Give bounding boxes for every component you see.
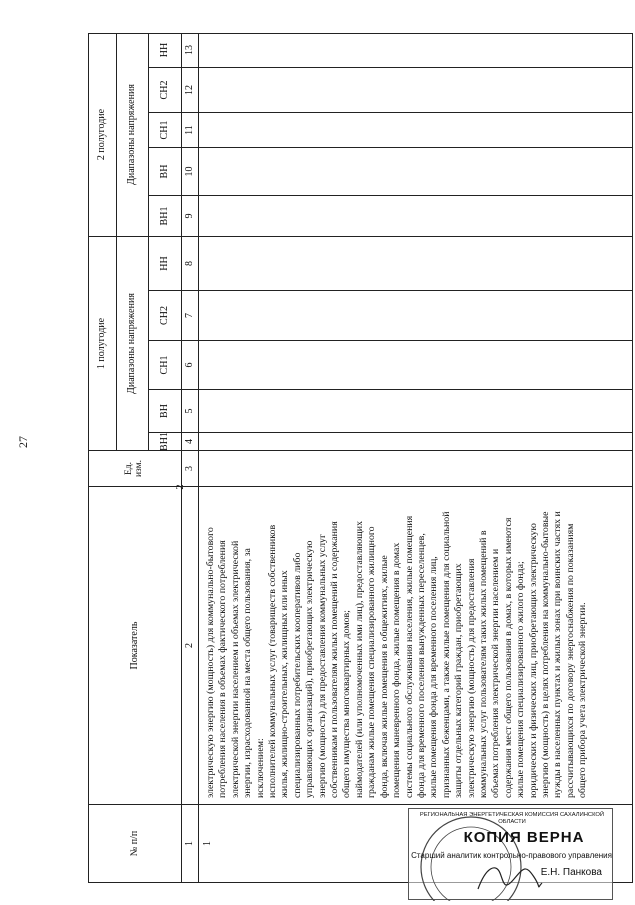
- sn2-header-2: СН2: [148, 68, 181, 113]
- signature-icon: [474, 859, 544, 897]
- description-line: нужды в населенных пунктах и жилых зонах при воинских частях и: [552, 511, 564, 798]
- value-cell-6: [198, 341, 633, 390]
- colnum-7: 7: [181, 291, 198, 341]
- colnum-11: 11: [181, 113, 198, 148]
- vh-header-2: ВН: [148, 148, 181, 196]
- row-number: 1: [198, 805, 633, 883]
- sn1-header-2: СН1: [148, 113, 181, 148]
- voltage-ranges-header-2: Диапазоны напряжения: [116, 33, 148, 237]
- value-cell-10: [198, 148, 633, 196]
- colnum-1: 1: [181, 805, 198, 883]
- col-indicator-header: Показатель: [88, 487, 181, 805]
- stamp-organization: РЕГИОНАЛЬНАЯ ЭНЕРГЕТИЧЕСКАЯ КОМИССИЯ САХАЛИНСКОЙ ОБЛАСТИ: [419, 812, 605, 825]
- description-line: исполнителей коммунальных услуг (товариществ собственников: [267, 524, 279, 798]
- value-cell-4: [198, 433, 633, 451]
- description-line: жилья, жилищно-строительных, жилищных или иных: [279, 570, 291, 798]
- description-line: системы социального обслуживания населения, жилые помещения: [403, 515, 415, 798]
- sn2-header-1: СН2: [148, 291, 181, 341]
- voltage-ranges-header-1: Диапазоны напряжения: [116, 237, 148, 451]
- colnum-3: 3: [181, 451, 198, 487]
- description-line: объемах потребления электрической энергии населением и: [490, 548, 502, 798]
- description-line: гражданам жилые помещения специализированного жилищного: [366, 526, 378, 798]
- value-cell-unit: [198, 451, 633, 487]
- description-line: общего имущества многоквартирных домов;: [341, 610, 353, 798]
- description-line: рассчитывающихся по договору энергоснабжения по показаниям: [564, 523, 576, 798]
- col-num-header: № п/п: [88, 805, 181, 883]
- half2-header: 2 полугодие: [88, 33, 116, 237]
- description-line: электрической энергии населением и объемах электрической: [229, 540, 241, 798]
- description-line: фонда, включая жилые помещения в общежитиях, жилые: [378, 555, 390, 798]
- description-line: исключением:: [254, 738, 266, 798]
- value-cell-9: [198, 196, 633, 237]
- colnum-8: 8: [181, 237, 198, 291]
- description-line: управляющих организаций), приобретающих электрическую: [304, 540, 316, 798]
- sn1-header-1: СН1: [148, 341, 181, 390]
- value-cell-7: [198, 291, 633, 341]
- indicator-description: [198, 487, 633, 805]
- description-line: электрическую энергию (мощность) для предоставления: [465, 558, 477, 798]
- certification-stamp: [408, 808, 613, 900]
- description-line: жилые помещения фонда для временного поселения лиц,: [428, 556, 440, 798]
- value-cell-12: [198, 68, 633, 113]
- tariff-table: № п/п Показатель Ед. изм. 1 полугодие 2 полугодие Диапазоны напряжения Диапазоны напряжения ВН1 ВН СН1 СН2 НН ВН1 ВН СН1 СН2 НН 1 2 3 4 5 6 7 8 9 10 11 12 13 1 2 электрическую энергию (мощность) для коммунально-бытового потребления населения в объемах фактического потребления электрической энергии населением и объемах электрической энергии, израсходованной на места общего пользования, за исключением: исполнителей коммунальных услуг (товариществ собственников жилья, жилищно-строительных, жилищных или иных специализированных потребительских кооперативов либо управляющих организаций), приобретающих электрическую энергию (мощность) для предоставления коммунальных услуг собственникам и пользователям жилых помещений и содержания общего имущества многоквартирных домов; наймодателей (или уполномоченных ими лиц), предоставляющих гражданам жилые помещения специализированного жилищного фонда, включая жилые помещения в общежитиях, жилые помещения маневренного фонда, жилые помещения в домах системы социального обслуживания населения, жилые помещения фонда для временного поселения вынужденных переселенцев, жилые помещения фонда для временного поселения лиц, признанных беженцами, а также жилые помещения для социальной защиты отдельных категорий граждан, приобретающих электрическую энергию (мощность) для предоставления коммунальных услуг пользователям таких жилых помещений в объемах потребления электрической энергии населением и содержания мест общего пользования в домах, в которых имеются жилые помещения специализированного жилого фонда; юридических и физических лиц, приобретающих электрическую энергию (мощность) в целях потребления на коммунально-бытовые нужды в населенных пунктах и жилых зонах при воинских частях и рассчитывающихся по договору энергоснабжения по показаниям общего прибора учета электрической энергии.: [88, 33, 633, 883]
- nn-header-1: НН: [148, 237, 181, 291]
- description-line: энергию (мощность) для предоставления коммунальных услуг: [316, 533, 328, 798]
- vh-header-1: ВН: [148, 390, 181, 433]
- stamp-title: КОПИЯ ВЕРНА: [463, 829, 585, 846]
- value-cell-11: [198, 113, 633, 148]
- colnum-10: 10: [181, 148, 198, 196]
- description-line: специализированных потребительских кооперативов либо: [291, 552, 303, 798]
- colnum-2-cell: 2: [181, 487, 198, 805]
- description-line: коммунальных услуг пользователям таких жилых помещений в: [477, 530, 489, 798]
- stamp-name: Е.Н. Панкова: [540, 867, 602, 878]
- description-line: потребления населения в объемах фактического потребления: [217, 540, 229, 798]
- stamp-role: Старший аналитик контрольно-правового управления: [411, 851, 612, 860]
- colnum-5: 5: [181, 390, 198, 433]
- description-line: энергии, израсходованной на места общего пользования, за: [242, 548, 254, 798]
- nn-header-2: НН: [148, 33, 181, 68]
- vh1-header-1: ВН1: [148, 433, 181, 451]
- vh1-header-2: ВН1: [148, 196, 181, 237]
- description-line: фонда для временного поселения вынужденных переселенцев,: [415, 533, 427, 798]
- value-cell-13: [198, 33, 633, 68]
- colnum-4: 4: [181, 433, 198, 451]
- description-line: энергию (мощность) в целях потребления на коммунально-бытовые: [539, 511, 551, 798]
- description-line: защиты отдельных категорий граждан, приобретающих: [453, 563, 465, 798]
- description-line: жилые помещения специализированного жилого фонда;: [515, 561, 527, 798]
- colnum-12: 12: [181, 68, 198, 113]
- description-line: общего прибора учета электрической энергии.: [577, 602, 589, 798]
- value-cell-5: [198, 390, 633, 433]
- page-number: 27: [16, 436, 30, 448]
- half1-header: 1 полугодие: [88, 237, 116, 451]
- col-unit-header: Ед. изм.: [88, 451, 181, 487]
- description-line: помещения маневренного фонда, жилые помещения в домах: [391, 542, 403, 798]
- description-line: электрическую энергию (мощность) для коммунально-бытового: [205, 527, 216, 798]
- colnum-13: 13: [181, 33, 198, 68]
- description-line: юридических и физических лиц, приобретающих электрическую: [527, 523, 539, 798]
- colnum-6: 6: [181, 341, 198, 390]
- description-line: содержания мест общего пользования в домах, в которых имеются: [502, 517, 514, 798]
- colnum-9: 9: [181, 196, 198, 237]
- description-line: собственникам и пользователям жилых помещений и содержания: [329, 521, 341, 798]
- value-cell-8: [198, 237, 633, 291]
- description-line: наймодателей (или уполномоченных ими лиц), предоставляющих: [353, 520, 365, 798]
- description-line: признанных беженцами, а также жилые помещения для социальной: [440, 511, 452, 798]
